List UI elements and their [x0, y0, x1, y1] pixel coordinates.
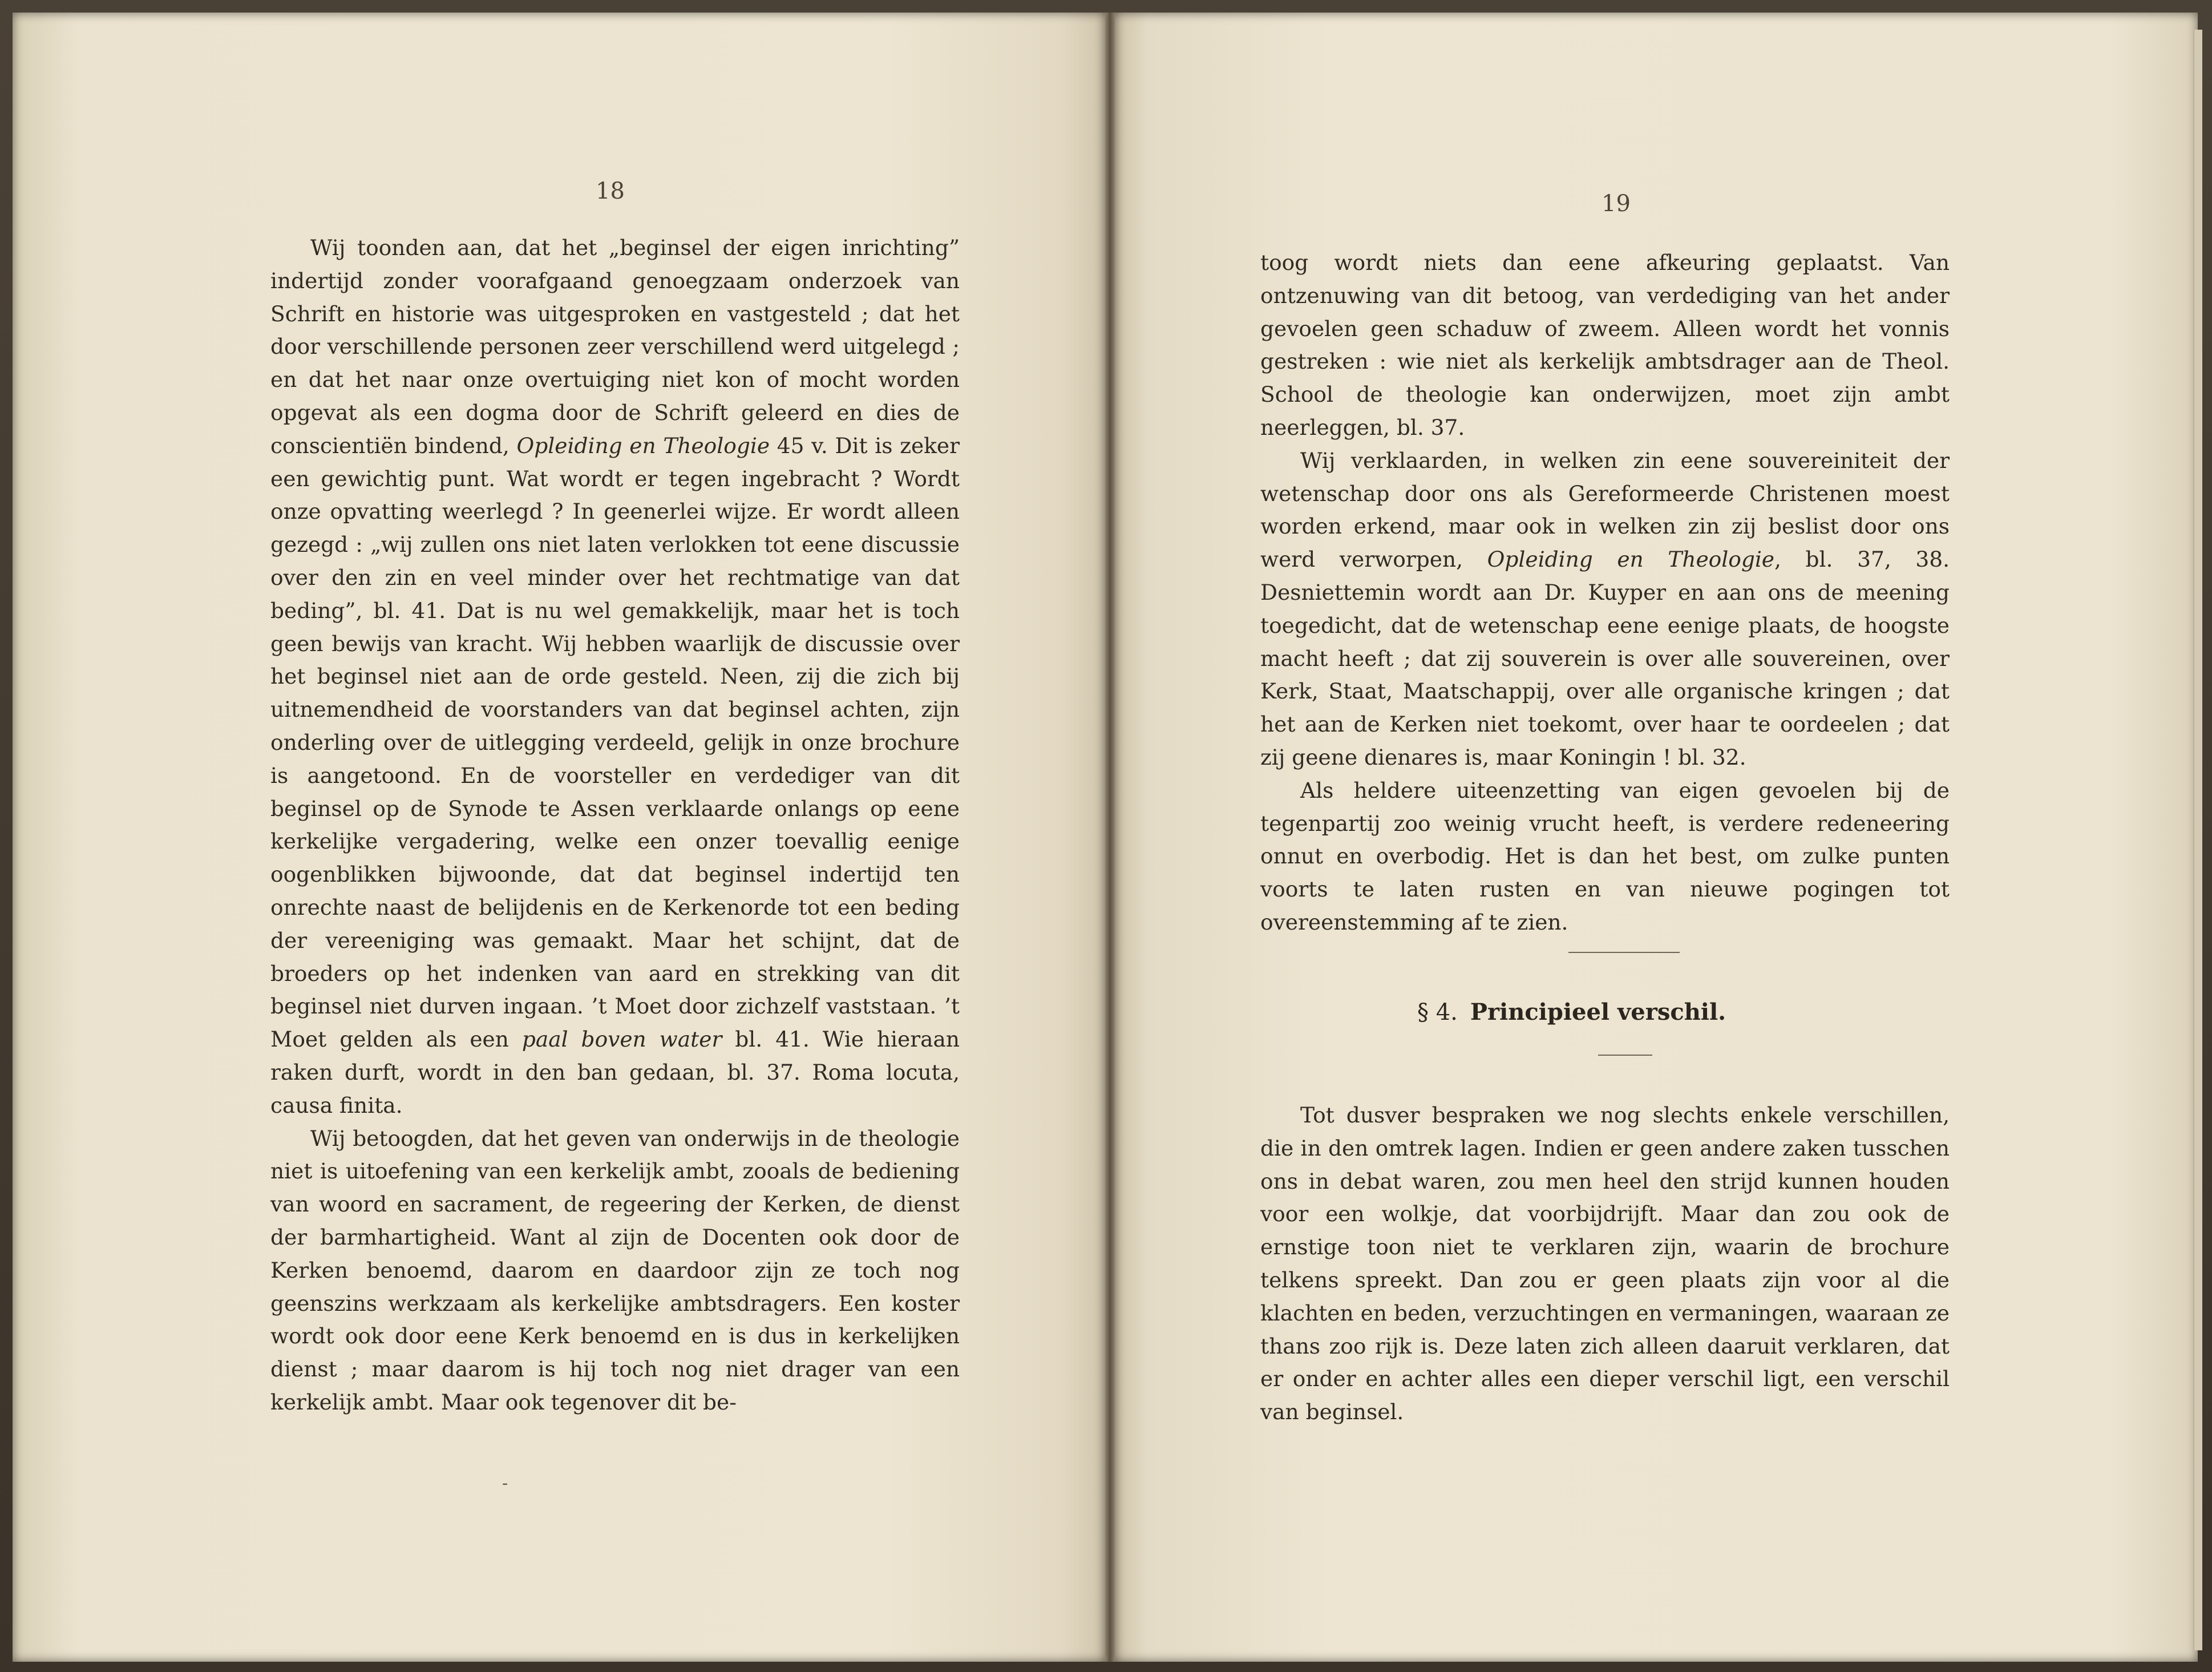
book-spread: [13, 13, 2198, 1662]
section-heading: [1417, 999, 1726, 1025]
left-p1-text-a: Wij toonden aan, dat het „beginsel der eigen inrichting” indertijd zonder voorafgaand genoegzaam onderzoek van Schrift en historie was uitgesproken en vastgesteld ; dat het door verschillende personen zeer verschillend werd uitgelegd ; en dat het naar onze overtuiging niet kon of mocht worden opgevat als een dogma door de Schrift geleerd en dies de conscientiën bindend,: [270, 235, 960, 458]
right-page: [1115, 13, 2198, 1662]
pencil-mark: -: [502, 1473, 508, 1493]
book-gutter: [1105, 13, 1115, 1662]
right-page-body-top: [1260, 247, 1950, 939]
right-p2-text-a: Wij verklaarden, in welken zin eene souvereiniteit der wetenschap door ons als Gereformeerde Christenen moest worden erkend, maar ook in welken zin zij beslist door ons werd verworpen,: [1260, 447, 1950, 572]
left-p1-text-c: bl. 41. Wie hieraan raken durft, wordt in den ban gedaan, bl. 37. Roma locuta, causa finita.: [270, 1027, 960, 1118]
page-edge-strip: [2194, 30, 2202, 1650]
right-page-body-bottom: [1260, 1099, 1950, 1429]
section-title: Principieel verschil.: [1470, 999, 1726, 1025]
right-p2-italic-title: Opleiding en Theologie: [1487, 547, 1775, 572]
section-number: § 4.: [1417, 999, 1458, 1025]
right-paragraph-2: [1260, 445, 1950, 774]
page-number-right: 19: [1602, 191, 1631, 217]
right-p2-text-b: , bl. 37, 38. Desniettemin wordt aan Dr. Kuyper en aan ons de meening toegedicht, dat de wetenschap eene eenige plaats, de hoogste macht heeft ; dat zij souverein is over alle souvereinen, over Kerk, Staat, Maatschappij, over alle organische kringen ; dat het aan de Kerken niet toekomt, over haar te oordeelen ; dat zij geene dienares is, maar Koningin ! bl. 32.: [1260, 547, 1950, 770]
left-p1-text-b: 45 v. Dit is zeker een gewichtig punt. Wat wordt er tegen ingebracht ? Wordt onze opvatting weerlegd ? In geenerlei wijze. Er wordt alleen gezegd : „wij zullen ons niet laten verlokken tot eene discussie over den zin en veel minder over het rechtmatige van dat beding”, bl. 41. Dat is nu wel gemakkelijk, maar het is toch geen bewijs van kracht. Wij hebben waarlijk de discussie over het beginsel niet aan de orde gesteld. Neen, zij die zich bij uitnemendheid de voorstanders van dat beginsel achten, zijn onderling over de uitlegging verdeeld, gelijk in onze brochure is aangetoond. En de voorsteller en verdediger van dit beginsel op de Synode te Assen verklaarde onlangs op eene kerkelijke vergadering, welke een onzer toevallig eenige oogenblikken bijwoonde, dat dat beginsel indertijd ten onrechte naast de belijdenis en de Kerkenorde tot een beding der vereeniging was gemaakt. Maar het schijnt, dat de broeders op het indenken van aard en strekking van dit beginsel niet durven ingaan. ’t Moet door zichzelf vaststaan. ’t Moet gelden als een: [270, 433, 960, 1052]
page-number-left: 18: [596, 178, 625, 204]
right-paragraph-1: toog wordt niets dan eene afkeuring geplaatst. Van ontzenuwing van dit betoog, van verdediging van het ander gevoelen geen schaduw of zweem. Alleen wordt het vonnis gestreken : wie niet als kerkelijk ambtsdrager aan de Theol. School de theologie kan onderwijzen, moet zijn ambt neerleggen, bl. 37.: [1260, 250, 1950, 440]
left-paragraph-1: [270, 232, 960, 1122]
left-page: [13, 13, 1105, 1662]
left-paragraph-2: Wij betoogden, dat het geven van onderwijs in de theologie niet is uitoefening van een kerkelijk ambt, zooals de bediening van woord en sacrament, de regeering der Kerken, de dienst der barmhartigheid. Want al zijn de Docenten ook door de Kerken benoemd, daarom en daardoor zijn ze toch nog geenszins werkzaam als kerkelijke ambtsdragers. Een koster wordt ook door eene Kerk benoemd en is dus in kerkelijken dienst ; maar daarom is hij toch nog niet drager van een kerkelijk ambt. Maar ook tegenover dit be-: [270, 1125, 960, 1415]
section-rule-top: [1568, 952, 1680, 953]
right-paragraph-3: Als heldere uiteenzetting van eigen gevoelen bij de tegenpartij zoo weinig vrucht heeft, is verdere redeneering onnut en overbodig. Het is dan het best, om zulke punten voorts te laten rusten en van nieuwe pogingen tot overeenstemming af te zien.: [1260, 777, 1950, 935]
section-rule-bottom: [1598, 1055, 1652, 1056]
left-p1-italic-title: Opleiding en Theologie: [516, 433, 770, 458]
left-p1-italic-phrase: paal boven water: [521, 1027, 722, 1052]
right-paragraph-4: Tot dusver bespraken we nog slechts enkele verschillen, die in den omtrek lagen. Indien er geen andere zaken tusschen ons in debat waren, zou men heel den strijd kunnen houden voor een wolkje, dat voorbijdrijft. Maar dan zou ook de ernstige toon niet te verklaren zijn, waarin de brochure telkens spreekt. Dan zou er geen plaats zijn voor al die klachten en beden, verzuchtingen en vermaningen, waaraan ze thans zoo rijk is. Deze laten zich alleen daaruit verklaren, dat er onder en achter alles een dieper verschil ligt, een verschil van beginsel.: [1260, 1102, 1950, 1425]
left-page-body: [270, 232, 960, 1419]
